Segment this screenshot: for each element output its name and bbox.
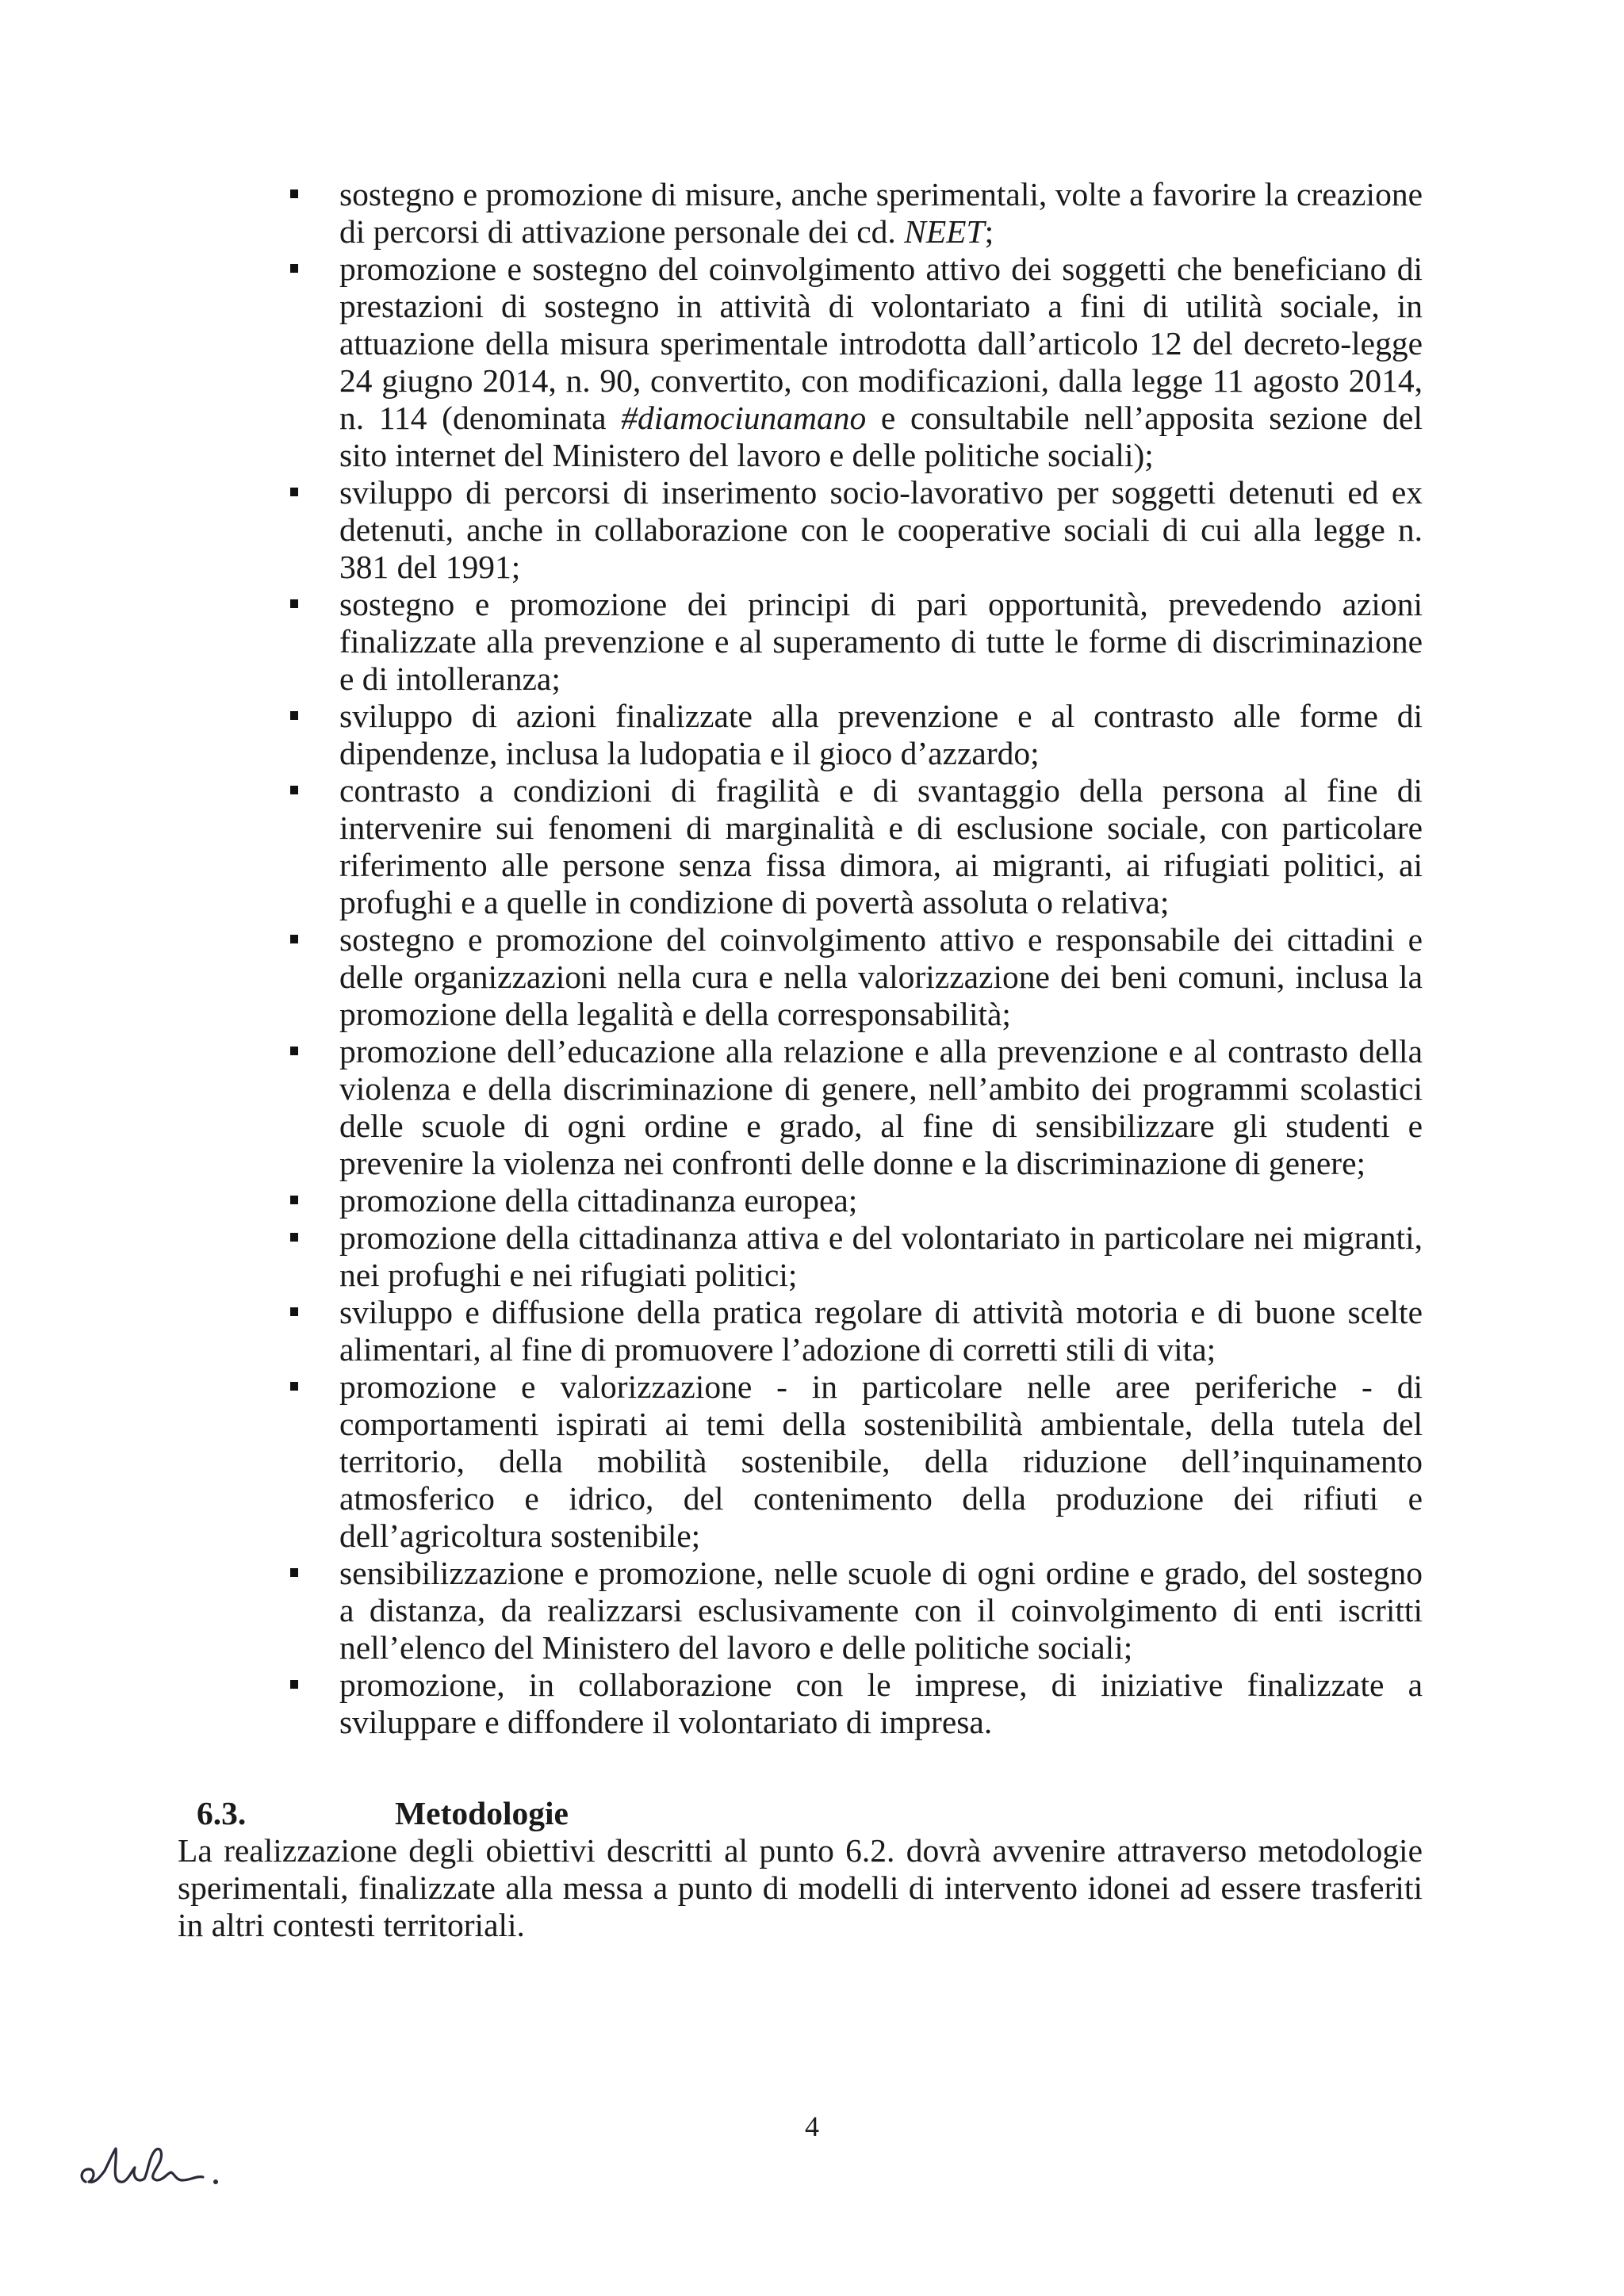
bullet-text: promozione e sostegno del coinvolgimento attivo dei soggetti che beneficiano di prestazioni di sostegno in attività di volontariato a fini di utilità sociale, in attuazione della misura sperimentale introdotta dall’articolo 12 del decreto-legge 24 giugno 2014, n. 90, convertito, con modificazioni, dalla legge 11 agosto 2014, n. 114 (denominata #diamociunamano e consultabile nell’apposita sezione del sito internet del Ministero del lavoro e delle politiche sociali); [339,251,1423,473]
bullet-square-icon [290,1047,298,1055]
bullet-square-icon [290,935,298,943]
bullet-item [290,1219,1423,1294]
section-number: 6.3. [197,1795,247,1831]
handwritten-signature [76,2133,235,2204]
bullet-item [290,921,1423,1033]
bullet-text: sviluppo di percorsi di inserimento socio-lavorativo per soggetti detenuti ed ex detenuti, anche in collaborazione con le cooperative sociali di cui alla legge n. 381 del 1991; [339,474,1423,585]
bullet-text: sostegno e promozione del coinvolgimento attivo e responsabile dei cittadini e delle organizzazioni nella cura e nella valorizzazione dei beni comuni, inclusa la promozione della legalità e della corresponsabilità; [339,921,1423,1032]
bullet-square-icon [290,1196,298,1204]
methodology-section [178,1795,1423,1944]
bullet-square-icon [290,1568,298,1577]
bullet-text: sostegno e promozione di misure, anche sperimentali, volte a favorire la creazione di percorsi di attivazione personale dei cd. NEET; [339,176,1423,250]
page-number: 4 [805,2110,819,2142]
bullet-square-icon [290,786,298,794]
bullet-item [290,1555,1423,1667]
bullet-square-icon [290,711,298,720]
bullet-square-icon [290,599,298,608]
section-body: La realizzazione degli obiettivi descritti al punto 6.2. dovrà avvenire attraverso metodologie sperimentali, finalizzate alla messa a punto di modelli di intervento idonei ad essere trasferiti in altri contesti territoriali. [178,1832,1423,1943]
bullet-text: promozione e valorizzazione - in particolare nelle aree periferiche - di comportamenti ispirati ai temi della sostenibilità ambientale, della tutela del territorio, della mobilità sostenibile, della riduzione dell’inquinamento atmosferico e idrico, del contenimento della produzione dei rifiuti e dell’agricoltura sostenibile; [339,1368,1423,1554]
bullet-square-icon [290,189,298,198]
bullet-text: promozione della cittadinanza europea; [339,1182,858,1219]
bullet-text: sensibilizzazione e promozione, nelle scuole di ogni ordine e grado, del sostegno a distanza, da realizzarsi esclusivamente con il coinvolgimento di enti iscritti nell’elenco del Ministero del lavoro e delle politiche sociali; [339,1555,1423,1666]
section-heading [178,1795,1423,1832]
bullet-item [290,698,1423,772]
bullet-item [290,1294,1423,1368]
bullet-square-icon [290,1382,298,1391]
bullet-item [290,176,1423,251]
bullet-item [290,1667,1423,1741]
bullet-square-icon [290,1233,298,1242]
bullet-item [290,586,1423,698]
bullet-item [290,772,1423,921]
section-title: Metodologie [395,1795,569,1831]
bullet-item [290,1368,1423,1555]
bullet-text: sviluppo di azioni finalizzate alla prevenzione e al contrasto alle forme di dipendenze, inclusa la ludopatia e il gioco d’azzardo; [339,698,1423,771]
bullet-text: sostegno e promozione dei principi di pari opportunità, prevedendo azioni finalizzate alla prevenzione e al superamento di tutte le forme di discriminazione e di intolleranza; [339,586,1423,697]
bullet-item [290,251,1423,474]
bullet-square-icon [290,1307,298,1316]
bullet-square-icon [290,264,298,273]
bullet-text: sviluppo e diffusione della pratica regolare di attività motoria e di buone scelte alimentari, al fine di promuovere l’adozione di corretti stili di vita; [339,1294,1423,1368]
bullet-text: contrasto a condizioni di fragilità e di svantaggio della persona al fine di intervenire sui fenomeni di marginalità e di esclusione sociale, con particolare riferimento alle persone senza fissa dimora, ai migranti, ai rifugiati politici, ai profughi e a quelle in condizione di povertà assoluta o relativa; [339,772,1423,920]
bullet-square-icon [290,488,298,496]
bullet-item [290,1182,1423,1219]
bullet-item [290,1033,1423,1182]
bullet-text: promozione della cittadinanza attiva e del volontariato in particolare nei migranti, nei profughi e nei rifugiati politici; [339,1219,1423,1293]
objectives-bullet-list [290,176,1423,1741]
bullet-text: promozione, in collaborazione con le imprese, di iniziative finalizzate a sviluppare e diffondere il volontariato di impresa. [339,1667,1423,1740]
bullet-text: promozione dell’educazione alla relazione e alla prevenzione e al contrasto della violenza e della discriminazione di genere, nell’ambito dei programmi scolastici delle scuole di ogni ordine e grado, al fine di sensibilizzare gli studenti e prevenire la violenza nei confronti delle donne e la discriminazione di genere; [339,1033,1423,1181]
bullet-square-icon [290,1680,298,1689]
bullet-item [290,474,1423,586]
